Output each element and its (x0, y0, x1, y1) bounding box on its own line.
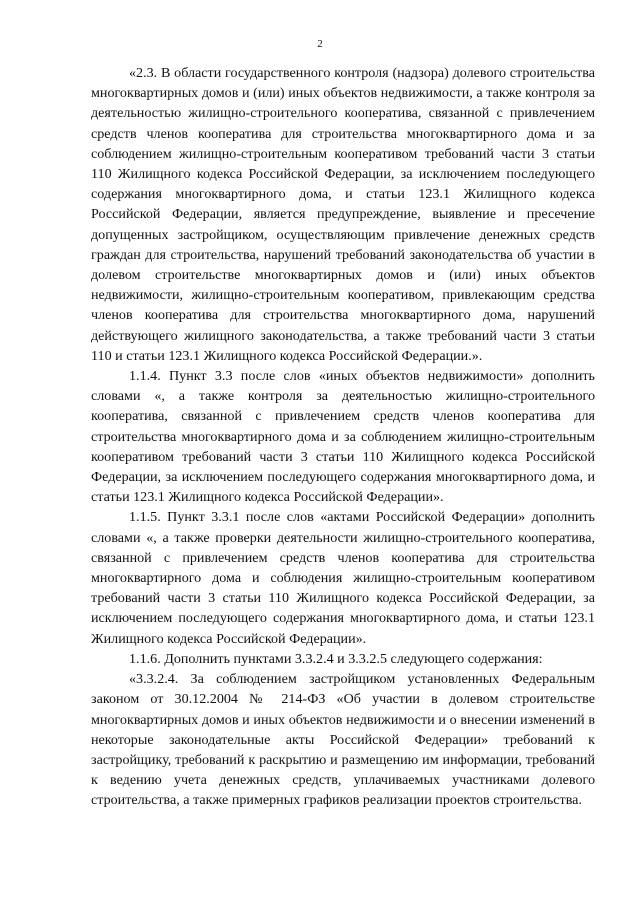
paragraph-3-3-2-4: «3.3.2.4. За соблюдением застройщиком установленных Федеральным законом от 30.12.2004 № 214-ФЗ «Об участии в долевом строительстве многоквартирных домов и иных объектов недвижимости и о внесении изменений в некоторые законодательные акты Российской Федерации» требований к застройщику, требований к раскрытию и размещению им информации, требований к ведению учета денежных средств, уплачиваемых участниками долевого строительства, а также примерных графиков реализации проектов строительства. (91, 671, 595, 809)
document-body (91, 63, 595, 811)
page-number: 2 (317, 38, 323, 50)
paragraph-1-1-6: 1.1.6. Дополнить пунктами 3.3.2.4 и 3.3.2.5 следующего содержания: (129, 650, 543, 667)
paragraph-1-1-5: 1.1.5. Пункт 3.3.1 после слов «актами Российской Федерации» дополнить словами «, а также проверки деятельности жилищно-строительного кооператива, связанной с привлечением средств членов кооператива для строительства многоквартирного дома и соблюдения жилищно-строительным кооперативом требований части 3 статьи 110 Жилищного кодекса Российской Федерации, за исключением последующего содержания многоквартирного дома, и статьи 123.1 Жилищного кодекса Российской Федерации». (91, 509, 595, 647)
paragraph-2-3: «2.3. В области государственного контроля (надзора) долевого строительства многоквартирных домов и (или) иных объектов недвижимости, а также контроля за деятельностью жилищно-строительного кооператива, связанной с привлечением средств членов кооператива для строительства многоквартирного дома и за соблюдением жилищно-строительным кооперативом требований части 3 статьи 110 Жилищного кодекса Российской Федерации, за исключением последующего содержания многоквартирного дома, и статьи 123.1 Жилищного кодекса Российской Федерации, является предупреждение, выявление и пресечение допущенных застройщиком, осуществляющим привлечение денежных средств граждан для строительства, нарушений требований законодательства об участии в долевом строительстве многоквартирных домов и (или) иных объектов недвижимости, жилищно-строительным кооперативом, привлекающим средства членов кооператива для строительства многоквартирного дома, нарушений действующего жилищного законодательства, а также требований части 3 статьи 110 и статьи 123.1 Жилищного кодекса Российской Федерации.». (91, 65, 595, 364)
paragraph-1-1-4: 1.1.4. Пункт 3.3 после слов «иных объектов недвижимости» дополнить словами «, а также контроля за деятельностью жилищно-строительного кооператива, связанной с привлечением средств членов кооператива для строительства многоквартирного дома и за соблюдением жилищно-строительным кооперативом требований части 3 статьи 110 Жилищного кодекса Российской Федерации, за исключением последующего содержания многоквартирного дома, и статьи 123.1 Жилищного кодекса Российской Федерации». (91, 368, 595, 506)
